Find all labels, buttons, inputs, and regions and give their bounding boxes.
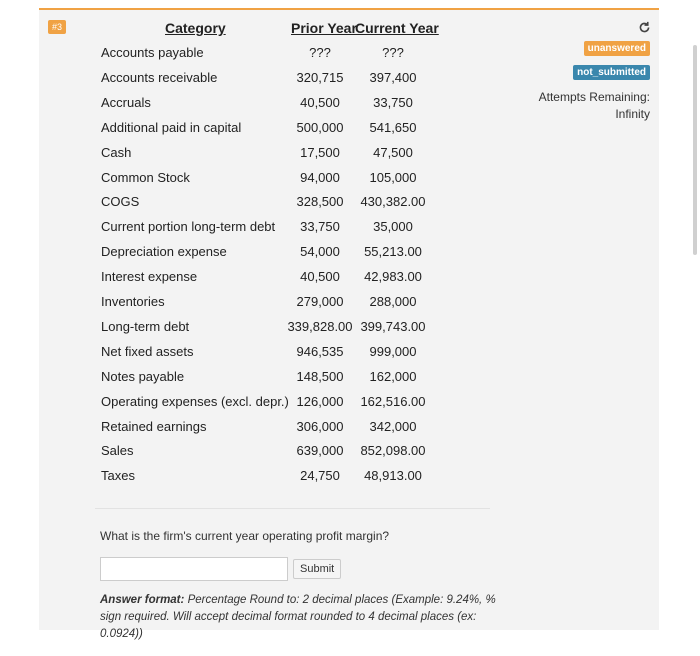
table-row <box>95 415 495 439</box>
row-label: Common Stock <box>101 169 190 185</box>
status-badge-submission: not_submitted <box>573 65 650 80</box>
refresh-icon[interactable] <box>637 21 651 35</box>
row-prior-year: 639,000 <box>296 443 344 459</box>
row-prior-year: 500,000 <box>296 119 344 135</box>
attempts-remaining <box>510 89 650 123</box>
table-row <box>95 91 495 115</box>
row-current-year: 541,650 <box>369 119 417 135</box>
row-current-year: 397,400 <box>369 69 417 85</box>
row-label: Current portion long-term debt <box>101 219 276 235</box>
question-number-badge: #3 <box>48 20 66 34</box>
table-row <box>95 390 495 414</box>
table-row <box>95 340 495 364</box>
row-prior-year: 33,750 <box>300 219 340 235</box>
table-row <box>95 41 495 65</box>
row-prior-year: 946,535 <box>296 343 344 359</box>
row-current-year: 33,750 <box>373 94 413 110</box>
table-row <box>95 116 495 140</box>
table-row <box>95 315 495 339</box>
question-text: What is the firm's current year operating profit margin? <box>100 529 390 543</box>
table-row <box>95 365 495 389</box>
row-current-year: 399,743.00 <box>360 318 426 334</box>
row-current-year: 162,000 <box>369 368 417 384</box>
row-prior-year: ??? <box>309 45 331 60</box>
table-row <box>95 439 495 463</box>
row-label: Accounts payable <box>101 45 204 60</box>
attempts-value: Infinity <box>615 107 650 121</box>
table-row <box>95 215 495 239</box>
attempts-label: Attempts Remaining: <box>538 90 650 104</box>
row-label: Net fixed assets <box>101 343 194 359</box>
row-prior-year: 40,500 <box>300 94 340 110</box>
row-label: Long-term debt <box>101 318 190 334</box>
row-label: Accounts receivable <box>101 69 218 85</box>
row-current-year: 55,213.00 <box>364 244 422 260</box>
row-current-year: 430,382.00 <box>360 194 426 210</box>
row-label: Sales <box>101 443 134 459</box>
row-current-year: 42,983.00 <box>364 269 422 285</box>
table-row <box>95 464 495 488</box>
row-current-year: 852,098.00 <box>360 443 426 459</box>
row-current-year: 105,000 <box>369 169 417 185</box>
row-current-year: 47,500 <box>373 144 413 160</box>
header-category: Category <box>165 20 226 36</box>
table-row <box>95 290 495 314</box>
answer-format-text: Percentage Round to: 2 decimal places (Example: 9.24%, % sign required. Will accept decimal format rounded to 4 decimal places (ex: 0.0924)) <box>100 594 496 640</box>
row-prior-year: 54,000 <box>300 244 340 260</box>
row-prior-year: 94,000 <box>300 169 340 185</box>
submit-button[interactable]: Submit <box>293 559 341 579</box>
row-prior-year: 148,500 <box>296 368 344 384</box>
row-label: Taxes <box>101 468 135 484</box>
header-prior-year: Prior Year <box>291 20 357 36</box>
row-label: Interest expense <box>101 269 198 285</box>
answer-input[interactable] <box>100 557 288 581</box>
row-current-year: 162,516.00 <box>360 393 426 409</box>
row-prior-year: 17,500 <box>300 144 340 160</box>
row-label: Operating expenses (excl. depr.) <box>101 393 289 409</box>
row-label: Accruals <box>101 94 151 110</box>
row-prior-year: 328,500 <box>296 194 344 210</box>
row-prior-year: 279,000 <box>296 294 344 309</box>
row-label: Notes payable <box>101 368 185 384</box>
row-current-year: ??? <box>382 45 404 60</box>
row-current-year: 999,000 <box>369 343 417 359</box>
table-row <box>95 265 495 289</box>
row-prior-year: 339,828.00 <box>287 318 353 334</box>
row-label: Inventories <box>101 294 165 309</box>
row-prior-year: 40,500 <box>300 269 340 285</box>
header-current-year: Current Year <box>355 20 439 36</box>
row-label: Additional paid in capital <box>101 119 242 135</box>
table-row <box>95 66 495 90</box>
table-row <box>95 166 495 190</box>
row-prior-year: 126,000 <box>296 393 344 409</box>
row-label: Cash <box>101 144 132 160</box>
answer-format-label: Answer format: <box>100 594 185 606</box>
row-prior-year: 306,000 <box>296 418 344 434</box>
row-prior-year: 24,750 <box>300 468 340 484</box>
row-label: Retained earnings <box>101 418 207 434</box>
table-row <box>95 240 495 264</box>
row-prior-year: 320,715 <box>296 69 344 85</box>
row-label: Depreciation expense <box>101 244 227 260</box>
row-current-year: 288,000 <box>369 294 417 309</box>
status-badge-unanswered: unanswered <box>584 41 650 56</box>
row-current-year: 35,000 <box>373 219 413 235</box>
table-row <box>95 190 495 214</box>
row-label: COGS <box>101 194 140 210</box>
row-current-year: 342,000 <box>369 418 417 434</box>
divider <box>95 508 490 509</box>
answer-format-note <box>100 592 500 643</box>
refresh-icon-glyph <box>638 21 651 34</box>
table-row <box>95 141 495 165</box>
row-current-year: 48,913.00 <box>364 468 422 484</box>
page-scrollbar[interactable] <box>693 45 697 255</box>
